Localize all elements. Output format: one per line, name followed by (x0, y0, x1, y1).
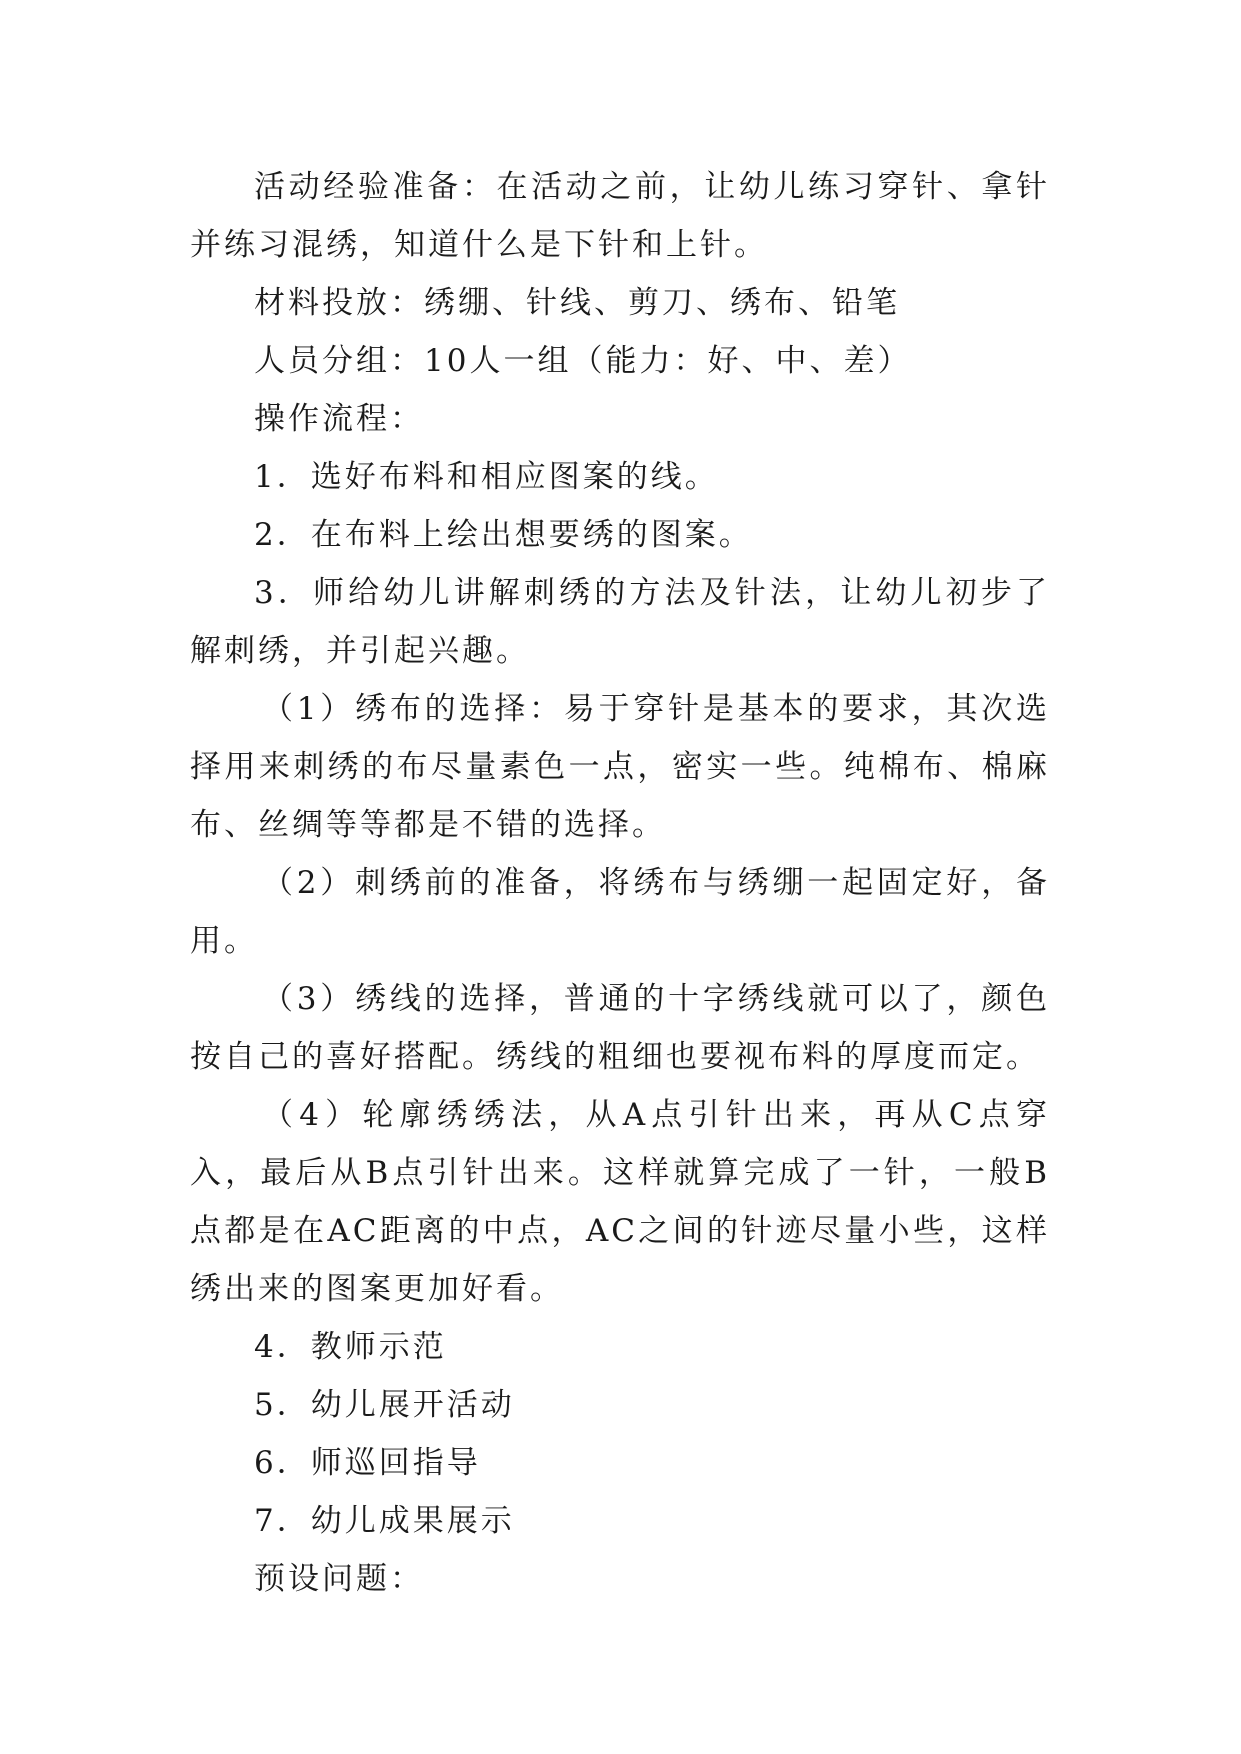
paragraph-experience-prep: 活动经验准备：在活动之前，让幼儿练习穿针、拿针并练习混绣，知道什么是下针和上针。 (190, 169, 1050, 263)
step-2: 2．在布料上绘出想要绣的图案。 (254, 517, 753, 553)
step-6: 6．师巡回指导 (254, 1445, 481, 1481)
substep-3: （3）绣线的选择，普通的十字绣线就可以了，颜色按自己的喜好搭配。绣线的粗细也要视布料的厚度而定。 (190, 981, 1050, 1075)
paragraph-materials: 材料投放：绣绷、针线、剪刀、绣布、铅笔 (254, 285, 900, 321)
paragraph-grouping: 人员分组：10人一组（能力：好、中、差） (254, 343, 912, 379)
step-5: 5．幼儿展开活动 (254, 1387, 515, 1423)
substep-2: （2）刺绣前的准备，将绣布与绣绷一起固定好，备用。 (190, 865, 1050, 959)
document-body (190, 158, 1050, 1608)
step-4: 4．教师示范 (254, 1329, 447, 1365)
substep-1: （1）绣布的选择：易于穿针是基本的要求，其次选择用来刺绣的布尽量素色一点，密实一些。纯棉布、棉麻布、丝绸等等都是不错的选择。 (190, 691, 1050, 843)
paragraph-preset-questions: 预设问题： (254, 1561, 424, 1597)
paragraph-procedure-heading: 操作流程： (254, 401, 424, 437)
step-1: 1．选好布料和相应图案的线。 (254, 459, 719, 495)
substep-4: （4）轮廓绣绣法，从A点引针出来，再从C点穿入，最后从B点引针出来。这样就算完成了一针，一般B点都是在AC距离的中点，AC之间的针迹尽量小些，这样绣出来的图案更加好看。 (190, 1097, 1050, 1307)
step-7: 7．幼儿成果展示 (254, 1503, 515, 1539)
step-3: 3．师给幼儿讲解刺绣的方法及针法，让幼儿初步了解刺绣，并引起兴趣。 (190, 575, 1050, 669)
